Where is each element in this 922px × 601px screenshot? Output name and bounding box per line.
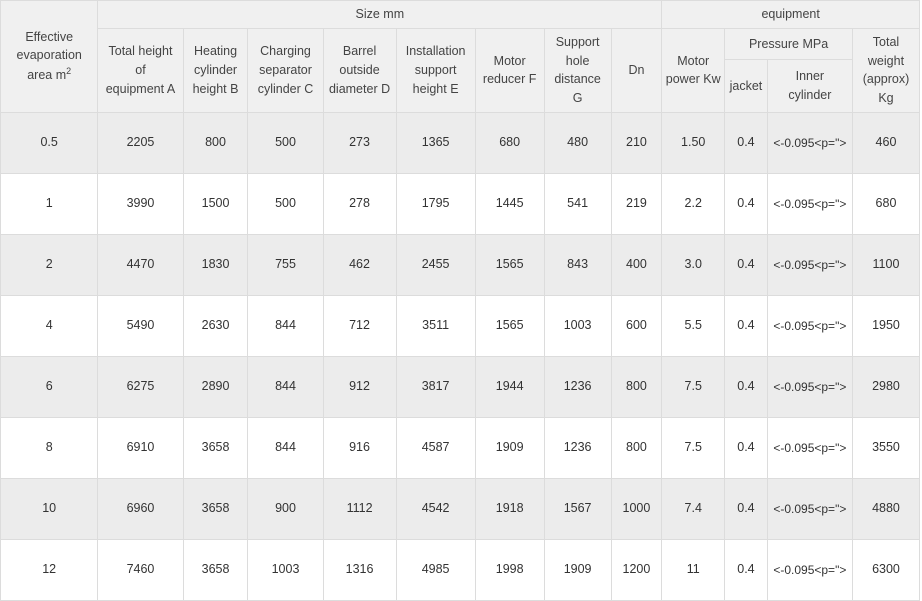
cell-jacket: 0.4 bbox=[725, 539, 768, 600]
cell-total-height: 4470 bbox=[98, 234, 183, 295]
cell-area: 8 bbox=[1, 417, 98, 478]
cell-motor-power: 3.0 bbox=[662, 234, 725, 295]
cell-heating-cylinder: 1830 bbox=[183, 234, 248, 295]
column-header-dn bbox=[611, 28, 662, 112]
cell-motor-power: 11 bbox=[662, 539, 725, 600]
header-line: Total bbox=[872, 34, 900, 49]
cell-installation-support: 3817 bbox=[396, 356, 475, 417]
group-header-pressure: Pressure MPa bbox=[725, 28, 853, 59]
cell-inner-cylinder: <-0.095<p="> bbox=[767, 356, 852, 417]
cell-support-hole: 1909 bbox=[544, 539, 611, 600]
cell-total-height: 5490 bbox=[98, 295, 183, 356]
cell-area: 10 bbox=[1, 478, 98, 539]
header-line: cylinder bbox=[193, 62, 238, 77]
header-line: equipment A bbox=[105, 81, 176, 96]
cell-area: 12 bbox=[1, 539, 98, 600]
cell-barrel-diameter: 1316 bbox=[323, 539, 396, 600]
cell-total-weight: 460 bbox=[852, 112, 919, 173]
cell-motor-power: 1.50 bbox=[662, 112, 725, 173]
cell-total-weight: 1950 bbox=[852, 295, 919, 356]
column-header-support-hole bbox=[544, 28, 611, 112]
cell-support-hole: 480 bbox=[544, 112, 611, 173]
cell-installation-support: 1365 bbox=[396, 112, 475, 173]
header-line: Kg bbox=[878, 91, 894, 105]
header-line: of bbox=[135, 62, 146, 77]
cell-installation-support: 3511 bbox=[396, 295, 475, 356]
cell-area: 1 bbox=[1, 173, 98, 234]
cell-support-hole: 1567 bbox=[544, 478, 611, 539]
column-header-jacket: jacket bbox=[725, 60, 768, 113]
cell-motor-reducer: 1565 bbox=[475, 234, 544, 295]
cell-dn: 800 bbox=[611, 417, 662, 478]
cell-motor-reducer: 1445 bbox=[475, 173, 544, 234]
cell-charging-separator: 900 bbox=[248, 478, 323, 539]
cell-barrel-diameter: 1112 bbox=[323, 478, 396, 539]
header-line: separator bbox=[259, 62, 312, 77]
header-line: height B bbox=[192, 81, 239, 96]
header-line: evaporation bbox=[16, 48, 82, 63]
cell-support-hole: 541 bbox=[544, 173, 611, 234]
header-superscript: 2 bbox=[66, 66, 72, 77]
header-line: Support bbox=[555, 34, 600, 49]
cell-area: 6 bbox=[1, 356, 98, 417]
cell-charging-separator: 500 bbox=[248, 173, 323, 234]
cell-dn: 210 bbox=[611, 112, 662, 173]
cell-jacket: 0.4 bbox=[725, 295, 768, 356]
cell-total-height: 7460 bbox=[98, 539, 183, 600]
header-line: support bbox=[414, 62, 457, 77]
cell-motor-power: 7.5 bbox=[662, 356, 725, 417]
cell-total-height: 3990 bbox=[98, 173, 183, 234]
column-header-motor-reducer bbox=[475, 28, 544, 112]
cell-barrel-diameter: 273 bbox=[323, 112, 396, 173]
header-row-subgroups bbox=[1, 28, 920, 59]
column-header-motor-power bbox=[662, 28, 725, 112]
header-line: area $m^2$ bbox=[27, 66, 72, 83]
cell-heating-cylinder: 3658 bbox=[183, 539, 248, 600]
cell-jacket: 0.4 bbox=[725, 234, 768, 295]
cell-heating-cylinder: 2630 bbox=[183, 295, 248, 356]
cell-jacket: 0.4 bbox=[725, 112, 768, 173]
cell-barrel-diameter: 278 bbox=[323, 173, 396, 234]
cell-dn: 800 bbox=[611, 356, 662, 417]
cell-jacket: 0.4 bbox=[725, 478, 768, 539]
cell-barrel-diameter: 712 bbox=[323, 295, 396, 356]
header-line: Heating bbox=[193, 44, 238, 59]
cell-support-hole: 1003 bbox=[544, 295, 611, 356]
table-row bbox=[1, 234, 920, 295]
header-line: weight bbox=[867, 53, 905, 68]
table-row bbox=[1, 539, 920, 600]
cell-jacket: 0.4 bbox=[725, 417, 768, 478]
cell-dn: 1200 bbox=[611, 539, 662, 600]
cell-installation-support: 4985 bbox=[396, 539, 475, 600]
cell-inner-cylinder: <-0.095<p="> bbox=[767, 417, 852, 478]
cell-dn: 600 bbox=[611, 295, 662, 356]
header-line: Motor bbox=[493, 53, 526, 68]
cell-charging-separator: 755 bbox=[248, 234, 323, 295]
column-header-heating-cylinder bbox=[183, 28, 248, 112]
column-header-total-height bbox=[98, 28, 183, 112]
cell-inner-cylinder: <-0.095<p="> bbox=[767, 539, 852, 600]
cell-barrel-diameter: 916 bbox=[323, 417, 396, 478]
table-row bbox=[1, 112, 920, 173]
column-header-inner-cylinder bbox=[767, 60, 852, 113]
cell-area: 2 bbox=[1, 234, 98, 295]
cell-total-weight: 1100 bbox=[852, 234, 919, 295]
header-line: hole bbox=[565, 53, 590, 68]
header-line: distance bbox=[554, 72, 601, 87]
cell-motor-power: 2.2 bbox=[662, 173, 725, 234]
cell-motor-reducer: 1909 bbox=[475, 417, 544, 478]
cell-jacket: 0.4 bbox=[725, 356, 768, 417]
group-header-size: Size mm bbox=[98, 1, 662, 29]
header-line: cylinder bbox=[788, 87, 832, 102]
table-body bbox=[1, 112, 920, 600]
group-header-equipment: equipment bbox=[662, 1, 920, 29]
header-line: diameter D bbox=[328, 81, 391, 96]
cell-total-height: 6275 bbox=[98, 356, 183, 417]
cell-installation-support: 4587 bbox=[396, 417, 475, 478]
header-line: Charging bbox=[260, 44, 311, 59]
cell-charging-separator: 844 bbox=[248, 295, 323, 356]
cell-total-weight: 3550 bbox=[852, 417, 919, 478]
cell-inner-cylinder: <-0.095<p="> bbox=[767, 173, 852, 234]
cell-total-height: 6910 bbox=[98, 417, 183, 478]
cell-inner-cylinder: <-0.095<p="> bbox=[767, 112, 852, 173]
cell-barrel-diameter: 912 bbox=[323, 356, 396, 417]
cell-motor-reducer: 1918 bbox=[475, 478, 544, 539]
table-row bbox=[1, 173, 920, 234]
cell-barrel-diameter: 462 bbox=[323, 234, 396, 295]
header-line: height E bbox=[412, 81, 459, 96]
column-header-installation-support bbox=[396, 28, 475, 112]
cell-inner-cylinder: <-0.095<p="> bbox=[767, 478, 852, 539]
cell-charging-separator: 1003 bbox=[248, 539, 323, 600]
cell-heating-cylinder: 3658 bbox=[183, 478, 248, 539]
cell-dn: 400 bbox=[611, 234, 662, 295]
cell-installation-support: 4542 bbox=[396, 478, 475, 539]
cell-heating-cylinder: 3658 bbox=[183, 417, 248, 478]
header-row-groups bbox=[1, 1, 920, 29]
table-row bbox=[1, 417, 920, 478]
cell-total-weight: 4880 bbox=[852, 478, 919, 539]
header-line: G bbox=[572, 91, 583, 105]
cell-charging-separator: 844 bbox=[248, 417, 323, 478]
cell-motor-reducer: 680 bbox=[475, 112, 544, 173]
cell-inner-cylinder: <-0.095<p="> bbox=[767, 295, 852, 356]
cell-installation-support: 1795 bbox=[396, 173, 475, 234]
cell-support-hole: 1236 bbox=[544, 417, 611, 478]
cell-motor-power: 5.5 bbox=[662, 295, 725, 356]
cell-installation-support: 2455 bbox=[396, 234, 475, 295]
cell-motor-reducer: 1944 bbox=[475, 356, 544, 417]
cell-charging-separator: 500 bbox=[248, 112, 323, 173]
header-line: Total height bbox=[108, 44, 173, 59]
cell-inner-cylinder: <-0.095<p="> bbox=[767, 234, 852, 295]
cell-area: 4 bbox=[1, 295, 98, 356]
cell-support-hole: 843 bbox=[544, 234, 611, 295]
header-line: power Kw bbox=[665, 72, 721, 87]
cell-dn: 1000 bbox=[611, 478, 662, 539]
cell-heating-cylinder: 1500 bbox=[183, 173, 248, 234]
cell-total-weight: 6300 bbox=[852, 539, 919, 600]
cell-total-height: 6960 bbox=[98, 478, 183, 539]
cell-heating-cylinder: 2890 bbox=[183, 356, 248, 417]
column-header-barrel-diameter bbox=[323, 28, 396, 112]
header-line: Installation bbox=[405, 44, 466, 59]
cell-support-hole: 1236 bbox=[544, 356, 611, 417]
cell-dn: 219 bbox=[611, 173, 662, 234]
cell-motor-power: 7.5 bbox=[662, 417, 725, 478]
table-header bbox=[1, 1, 920, 113]
cell-motor-reducer: 1565 bbox=[475, 295, 544, 356]
cell-total-height: 2205 bbox=[98, 112, 183, 173]
header-line: (approx) bbox=[862, 72, 910, 87]
cell-motor-reducer: 1998 bbox=[475, 539, 544, 600]
header-line: Effective bbox=[25, 29, 74, 44]
column-header-total-weight bbox=[852, 28, 919, 112]
cell-jacket: 0.4 bbox=[725, 173, 768, 234]
header-line: cylinder C bbox=[257, 81, 314, 96]
table-row bbox=[1, 356, 920, 417]
cell-motor-power: 7.4 bbox=[662, 478, 725, 539]
column-header-area bbox=[1, 1, 98, 113]
header-line: Motor bbox=[677, 53, 710, 68]
cell-charging-separator: 844 bbox=[248, 356, 323, 417]
column-header-charging-separator bbox=[248, 28, 323, 112]
header-line: Dn bbox=[628, 62, 645, 77]
cell-total-weight: 2980 bbox=[852, 356, 919, 417]
header-line: outside bbox=[339, 62, 380, 77]
table-row bbox=[1, 478, 920, 539]
header-line: Barrel bbox=[342, 44, 377, 59]
header-line: Inner bbox=[795, 69, 825, 84]
cell-total-weight: 680 bbox=[852, 173, 919, 234]
cell-area: 0.5 bbox=[1, 112, 98, 173]
header-line: reducer F bbox=[482, 72, 537, 87]
table-row bbox=[1, 295, 920, 356]
cell-heating-cylinder: 800 bbox=[183, 112, 248, 173]
